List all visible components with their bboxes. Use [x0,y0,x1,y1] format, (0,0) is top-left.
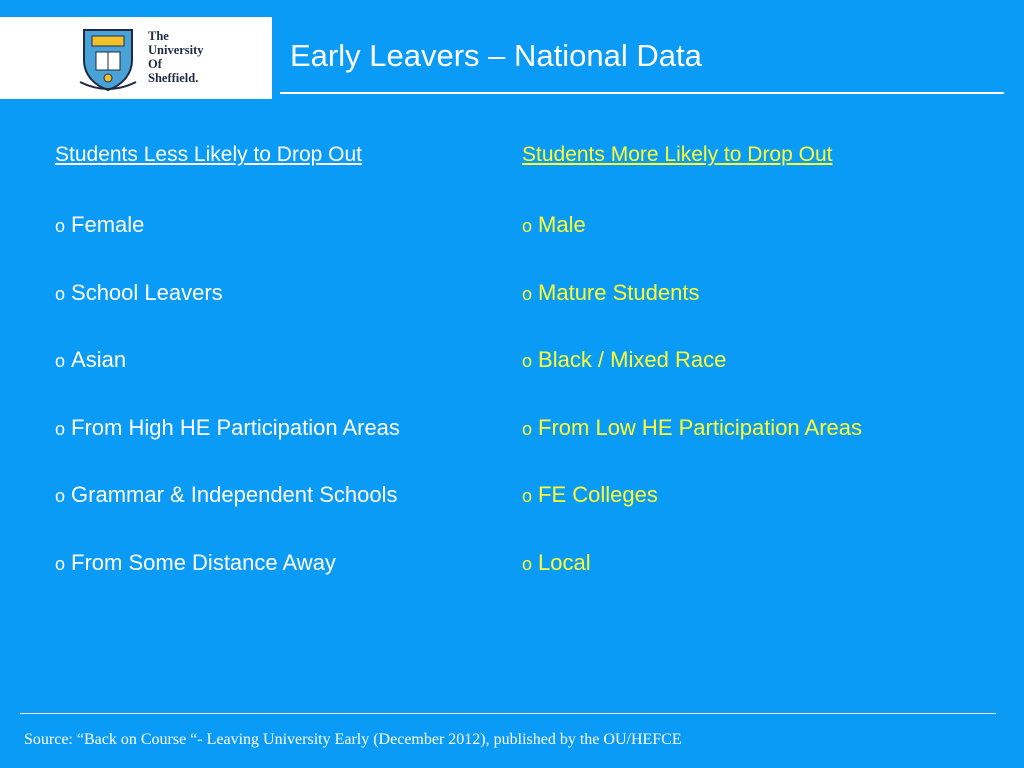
less-likely-list [55,212,400,618]
bullet-icon: o [522,283,533,304]
more-likely-list [522,212,862,618]
bullet-icon: o [55,216,66,236]
list-item-label: School Leavers [71,279,223,305]
crest-icon [78,26,138,92]
list-item-label: From High HE Participation Areas [71,414,400,440]
list-item-label: Grammar & Independent Schools [71,482,398,508]
list-item-label: From Some Distance Away [71,549,336,575]
list-item [522,347,862,415]
list-item-label: Asian [71,347,127,373]
logo-wordmark [148,29,204,85]
list-item-label: Female [71,212,145,237]
list-item [55,482,400,550]
list-item-label: From Low HE Participation Areas [538,414,863,440]
bullet-icon: o [55,351,66,372]
list-item [55,550,400,618]
list-item-label: FE Colleges [538,482,658,508]
footer-divider [20,713,996,714]
bullet-icon: o [522,216,533,236]
list-item [522,550,862,618]
bullet-icon: o [522,418,533,439]
list-item [55,415,400,483]
title-divider [280,92,1004,94]
list-item [522,482,862,550]
list-item [522,415,862,483]
logo-line: University [148,43,204,57]
bullet-icon: o [522,351,533,372]
bullet-icon: o [55,486,66,507]
logo-line: Sheffield. [148,71,199,85]
bullet-icon: o [55,553,66,574]
list-item [55,212,400,280]
slide-title: Early Leavers – National Data [290,38,702,73]
list-item [522,212,862,280]
university-logo [0,17,272,99]
list-item-label: Black / Mixed Race [538,347,727,373]
bullet-icon: o [522,486,533,507]
list-item [55,280,400,348]
bullet-icon: o [522,553,533,574]
less-likely-heading: Students Less Likely to Drop Out [55,143,362,166]
logo-line: The [148,29,169,43]
bullet-icon: o [55,283,66,304]
source-citation: Source: “Back on Course “- Leaving University Early (December 2012), published by the OU/HEFCE [24,731,682,748]
list-item-label: Mature Students [538,279,700,305]
more-likely-heading: Students More Likely to Drop Out [522,143,833,166]
list-item [55,347,400,415]
list-item-label: Local [538,549,591,575]
list-item-label: Male [538,212,586,237]
list-item [522,280,862,348]
bullet-icon: o [55,418,66,439]
logo-line: Of [148,57,162,71]
